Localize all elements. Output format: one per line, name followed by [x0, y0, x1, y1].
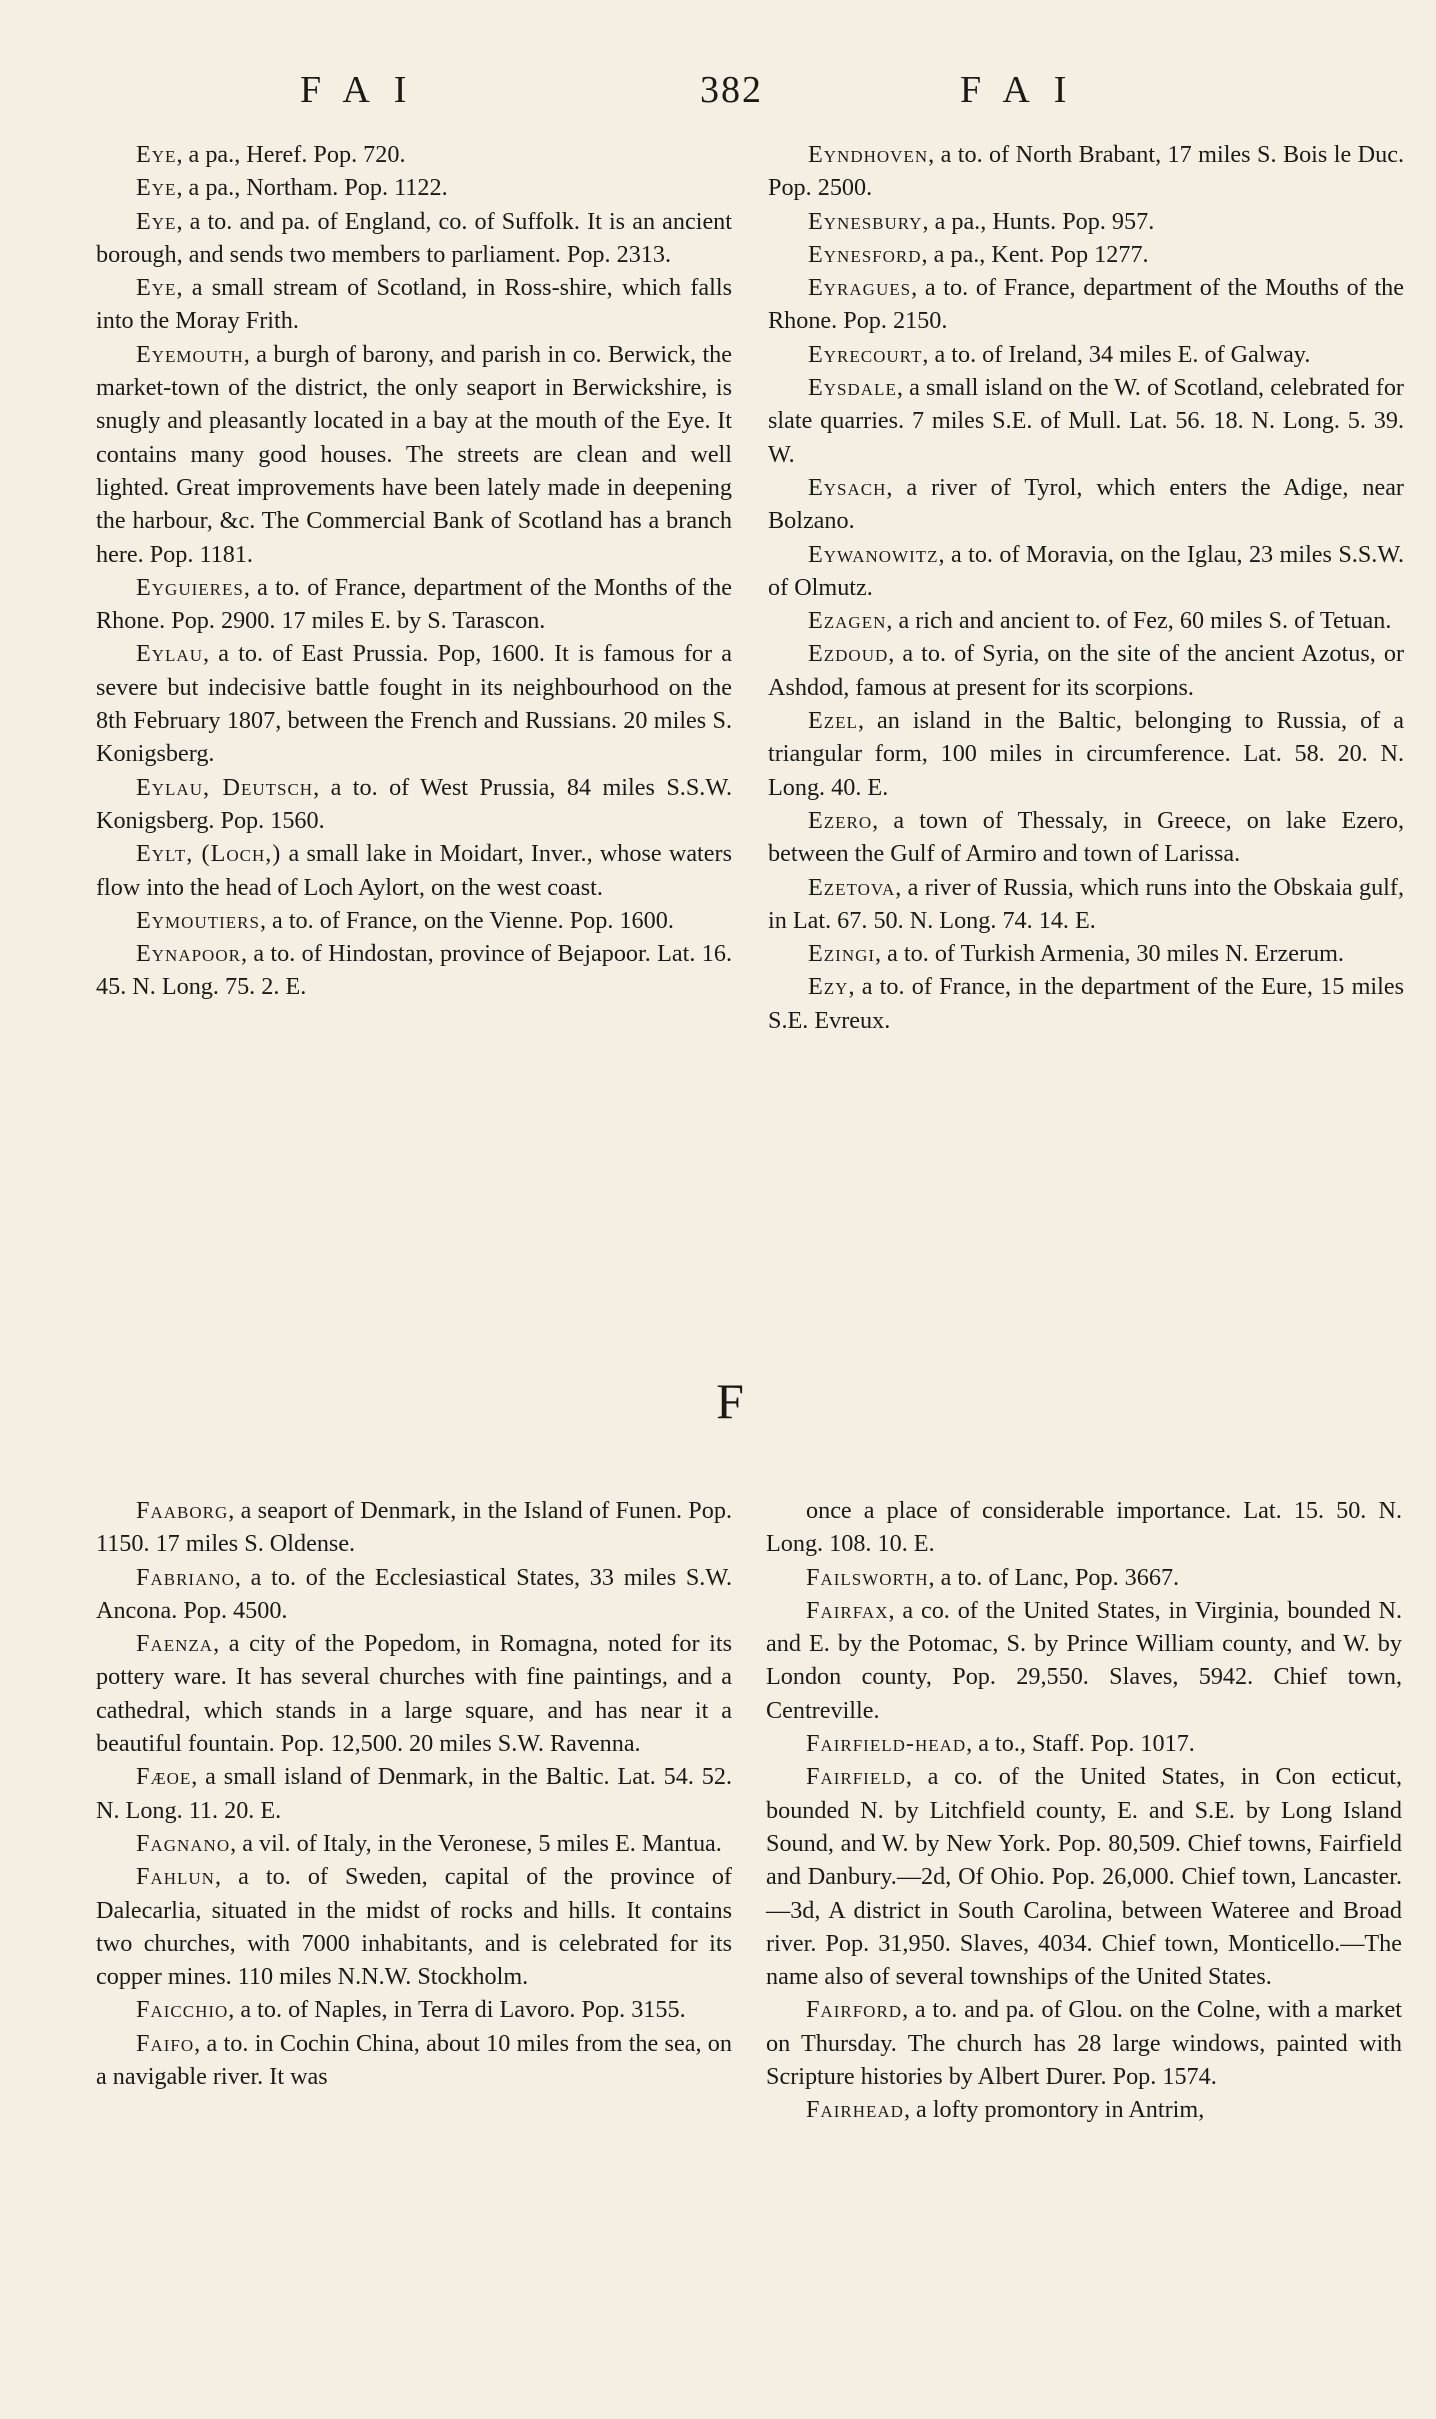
entry-headword: Faifo — [136, 2029, 195, 2057]
entry-text: , a city of the Popedom, in Romagna, noted for its pottery ware. It has several churches with fine paintings, and a cathedral, which stands in a large square, and has near it a beautiful fountain. Pop. 12,500. 20 miles S.W. Ravenna. — [96, 1630, 732, 1758]
gazetteer-entry — [96, 937, 732, 1004]
gazetteer-entry — [96, 271, 732, 338]
entry-text: , a river of Tyrol, which enters the Adige, near Bolzano. — [768, 473, 1404, 535]
gazetteer-entry — [96, 1760, 732, 1827]
entry-text: , a pa., Hunts. Pop. 957. — [922, 207, 1155, 235]
entry-headword: Fairfax — [806, 1596, 889, 1624]
entry-text: , a to. of Naples, in Terra di Lavoro. Pop. 3155. — [228, 1996, 686, 2024]
gazetteer-entry — [766, 1561, 1402, 1594]
entry-headword: Ezel — [808, 707, 858, 735]
gazetteer-entry — [768, 937, 1404, 970]
gazetteer-entry — [768, 604, 1404, 637]
entry-text: , a small island on the W. of Scotland, celebrated for slate quarries. 7 miles S.E. of Mull. Lat. 56. 18. N. Long. 5. 39. W. — [768, 374, 1404, 468]
entry-text: , a pa., Kent. Pop 1277. — [921, 240, 1149, 268]
gazetteer-entry — [96, 2027, 732, 2094]
entry-headword: Eyguieres — [136, 573, 244, 601]
gazetteer-entry — [96, 904, 732, 937]
gazetteer-entry — [766, 1993, 1402, 2093]
entry-headword: Fagnano — [136, 1829, 231, 1857]
entry-headword: Fairfield — [806, 1763, 906, 1791]
entry-headword: Ezingi — [808, 940, 876, 968]
entry-text: , a to., Staff. Pop. 1017. — [966, 1730, 1195, 1758]
gazetteer-entry — [766, 1494, 1402, 1561]
entry-text: , a to. in Cochin China, about 10 miles from the sea, on a navigable river. It was — [96, 2029, 732, 2091]
entry-text: , a lofty promontory in Antrim, — [903, 2096, 1205, 2124]
entry-text: , a pa., Northam. Pop. 1122. — [176, 174, 448, 202]
entry-headword: Eye — [136, 207, 177, 235]
gazetteer-entry — [96, 837, 732, 904]
gazetteer-entry — [96, 171, 732, 204]
gazetteer-entry — [96, 1860, 732, 1993]
gazetteer-entry — [768, 205, 1404, 238]
entry-headword: Faicchio — [136, 1996, 229, 2024]
entry-text: , a vil. of Italy, in the Veronese, 5 miles E. Mantua. — [230, 1829, 722, 1857]
entry-headword: Fairhead — [806, 2096, 904, 2124]
entry-headword: Fairford — [806, 1996, 903, 2024]
entry-text: , a to. of France, department of the Mouths of the Rhone. Pop. 2150. — [768, 274, 1404, 335]
entry-text: , a to. of the Ecclesiastical States, 33 miles S.W. Ancona. Pop. 4500. — [96, 1563, 732, 1624]
entry-headword: Ezetova — [808, 873, 896, 901]
entry-headword: Fæoe — [136, 1763, 192, 1791]
gazetteer-entry — [768, 338, 1404, 371]
gazetteer-entry — [96, 205, 732, 272]
entry-headword: Eylau — [136, 640, 203, 668]
entry-text: , a to. of Turkish Armenia, 30 miles N. Erzerum. — [875, 940, 1344, 968]
gazetteer-entry — [768, 471, 1404, 538]
gazetteer-entry — [766, 1594, 1402, 1727]
entry-headword: Ezy — [808, 973, 849, 1001]
entry-headword: Fahlun — [136, 1863, 215, 1891]
entry-text: , a small stream of Scotland, in Ross-shire, which falls into the Moray Frith. — [96, 274, 732, 335]
entry-headword: Eysdale — [808, 374, 897, 402]
entry-headword: Eynesford — [808, 240, 922, 268]
gazetteer-entry — [768, 804, 1404, 871]
header-left-guide-word: FAI — [300, 69, 431, 111]
entry-text: , a river of Russia, which runs into the Obskaia gulf, in Lat. 67. 50. N. Long. 74. 14. E. — [768, 873, 1404, 934]
gazetteer-entry — [768, 970, 1404, 1037]
entry-headword: Fabriano — [136, 1563, 235, 1591]
entry-headword: Eye — [136, 174, 177, 202]
entry-text: , a to. of Lanc, Pop. 3667. — [928, 1563, 1180, 1591]
running-header — [300, 68, 1180, 128]
gazetteer-entry — [96, 1627, 732, 1760]
entry-headword: Eyemouth — [136, 340, 244, 368]
entry-headword: Fairfield-head — [806, 1730, 967, 1758]
entry-text: , a small island of Denmark, in the Baltic. Lat. 54. 52. N. Long. 11. 20. E. — [96, 1763, 732, 1824]
gazetteer-entry — [96, 138, 732, 171]
entry-headword: Eymoutiers — [136, 906, 260, 934]
entry-headword: Eye — [136, 141, 177, 168]
entry-text: , a co. of the United States, in Virginia, bounded N. and E. by the Potomac, S. by Prince William county, and W. by London county, Pop. 29,550. Slaves, 5942. Chief town, Centreville. — [766, 1596, 1402, 1724]
entry-text: , a to. of West Prussia, 84 miles S.S.W. Konigsberg. Pop. 1560. — [96, 773, 732, 834]
entry-headword: Eynapoor — [136, 940, 241, 968]
gazetteer-entry — [768, 371, 1404, 471]
entry-headword: Eyrecourt — [808, 340, 923, 368]
gazetteer-entry — [96, 637, 732, 770]
entry-headword: Failsworth — [806, 1563, 929, 1591]
gazetteer-entry — [768, 538, 1404, 605]
entry-headword: Faenza — [136, 1630, 214, 1658]
entry-headword: Eyragues — [808, 274, 912, 302]
gazetteer-entry — [768, 238, 1404, 271]
entry-text: , a to. of France, on the Vienne. Pop. 1600. — [259, 906, 674, 934]
gazetteer-entry — [96, 1561, 732, 1628]
entry-headword: Eynesbury — [808, 207, 923, 235]
column-bottom-right — [766, 1494, 1402, 2127]
entry-headword: Ezdoud — [808, 640, 889, 668]
gazetteer-entry — [768, 271, 1404, 338]
gazetteer-entry — [96, 1993, 732, 2026]
gazetteer-entry — [768, 871, 1404, 938]
entry-text: , a to. of Sweden, capital of the province of Dalecarlia, situated in the midst of rocks and hills. It contains two churches, with 7000 inhabitants, and is celebrated for its copper mines. 110 miles N.N.W. Stockholm. — [96, 1863, 732, 1991]
entry-text: , a to. of France, department of the Months of the Rhone. Pop. 2900. 17 miles E. by S. Tarascon. — [96, 573, 732, 635]
section-letter: F — [716, 1373, 744, 1429]
entry-text: , a to. and pa. of Glou. on the Colne, with a market on Thursday. The church has 28 large windows, painted with Scripture histories by Albert Durer. Pop. 1574. — [766, 1996, 1402, 2091]
entry-headword: Eye — [136, 274, 177, 302]
entry-text: , a burgh of barony, and parish in co. Berwick, the market-town of the district, the only seaport in Berwickshire, is snugly and pleasantly located in a bay at the mouth of the Eye. It contains many good houses. The streets are clean and well lighted. Great improvements have been lately made in deepening the harbour, &c. The Commercial Bank of Scotland has a branch here. Pop. 1181. — [96, 340, 732, 568]
entry-text: , a to. of Hindostan, province of Bejapoor. Lat. 16. 45. N. Long. 75. 2. E. — [96, 940, 732, 1001]
gazetteer-entry — [96, 1827, 732, 1860]
entry-text: , a seaport of Denmark, in the Island of Funen. Pop. 1150. 17 miles S. Oldense. — [96, 1497, 732, 1558]
column-top-right — [768, 138, 1404, 1037]
entry-text: , a to. of Moravia, on the Iglau, 23 miles S.S.W. of Olmutz. — [768, 540, 1404, 601]
gazetteer-entry — [768, 704, 1404, 804]
entry-text: , a rich and ancient to. of Fez, 60 miles S. of Tetuan. — [886, 607, 1392, 635]
gazetteer-entry — [766, 1760, 1402, 1993]
entry-headword: Eywanowitz — [808, 540, 939, 568]
gazetteer-entry — [96, 771, 732, 838]
page-number: 382 — [700, 69, 763, 111]
gazetteer-entry — [768, 138, 1404, 205]
entry-text: , a to. of France, in the department of the Eure, 15 miles S.E. Evreux. — [768, 973, 1404, 1034]
entry-text: , a town of Thessaly, in Greece, on lake Ezero, between the Gulf of Armiro and town of Larissa. — [768, 806, 1404, 868]
entry-text: , a pa., Heref. Pop. 720. — [176, 141, 406, 168]
entry-text: , a co. of the United States, in Con ecticut, bounded N. by Litchfield county, E. and S.E. by Long Island Sound, and W. by New York. Pop. 80,509. Chief towns, Fairfield and Danbury.—2d, Of Ohio. Pop. 26,000. Chief town, Lancaster.—3d, A district in South Carolina, between Wateree and Broad river. Pop. 31,950. Slaves, 4034. Chief town, Monticello.—The name also of several townships of the United States. — [766, 1763, 1402, 1991]
entry-text: , a to. of Syria, on the site of the ancient Azotus, or Ashdod, famous at present for its scorpions. — [768, 640, 1404, 701]
entry-text: a small lake in Moidart, Inver., whose waters flow into the head of Loch Aylort, on the west coast. — [96, 840, 732, 901]
entry-text: , a to. of Ireland, 34 miles E. of Galway. — [922, 340, 1311, 368]
entry-headword: Eyndhoven — [808, 141, 929, 168]
entry-text: , a to. and pa. of England, co. of Suffolk. It is an ancient borough, and sends two members to parliament. Pop. 2313. — [96, 207, 732, 268]
entry-text: , a to. of North Brabant, 17 miles S. Bois le Duc. Pop. 2500. — [768, 141, 1404, 202]
gazetteer-entry — [768, 637, 1404, 704]
column-bottom-left — [96, 1494, 732, 2093]
gazetteer-entry — [96, 1494, 732, 1561]
entry-headword: Eysach — [808, 473, 887, 501]
entry-headword: Ezero — [808, 806, 873, 834]
entry-headword: Faaborg — [136, 1497, 229, 1524]
entry-headword: Ezagen — [808, 607, 887, 635]
gazetteer-entry — [766, 1727, 1402, 1760]
header-right-guide-word: FAI — [960, 69, 1091, 111]
gazetteer-entry — [766, 2093, 1402, 2126]
entry-text: , an island in the Baltic, belonging to Russia, of a triangular form, 100 miles in circumference. Lat. 58. 20. N. Long. 40. E. — [768, 707, 1404, 801]
gazetteer-entry — [96, 338, 732, 571]
gazetteer-entry — [96, 571, 732, 638]
column-top-left — [96, 138, 732, 1004]
entry-text: once a place of considerable importance. Lat. 15. 50. N. Long. 108. 10. E. — [766, 1497, 1402, 1558]
entry-headword: Eylt, (Loch,) — [136, 840, 282, 868]
entry-headword: Eylau, Deutsch — [136, 773, 314, 801]
entry-text: , a to. of East Prussia. Pop, 1600. It is famous for a severe but indecisive battle fought in its neighbourhood on the 8th February 1807, between the French and Russians. 20 miles S. Konigsberg. — [96, 640, 732, 768]
